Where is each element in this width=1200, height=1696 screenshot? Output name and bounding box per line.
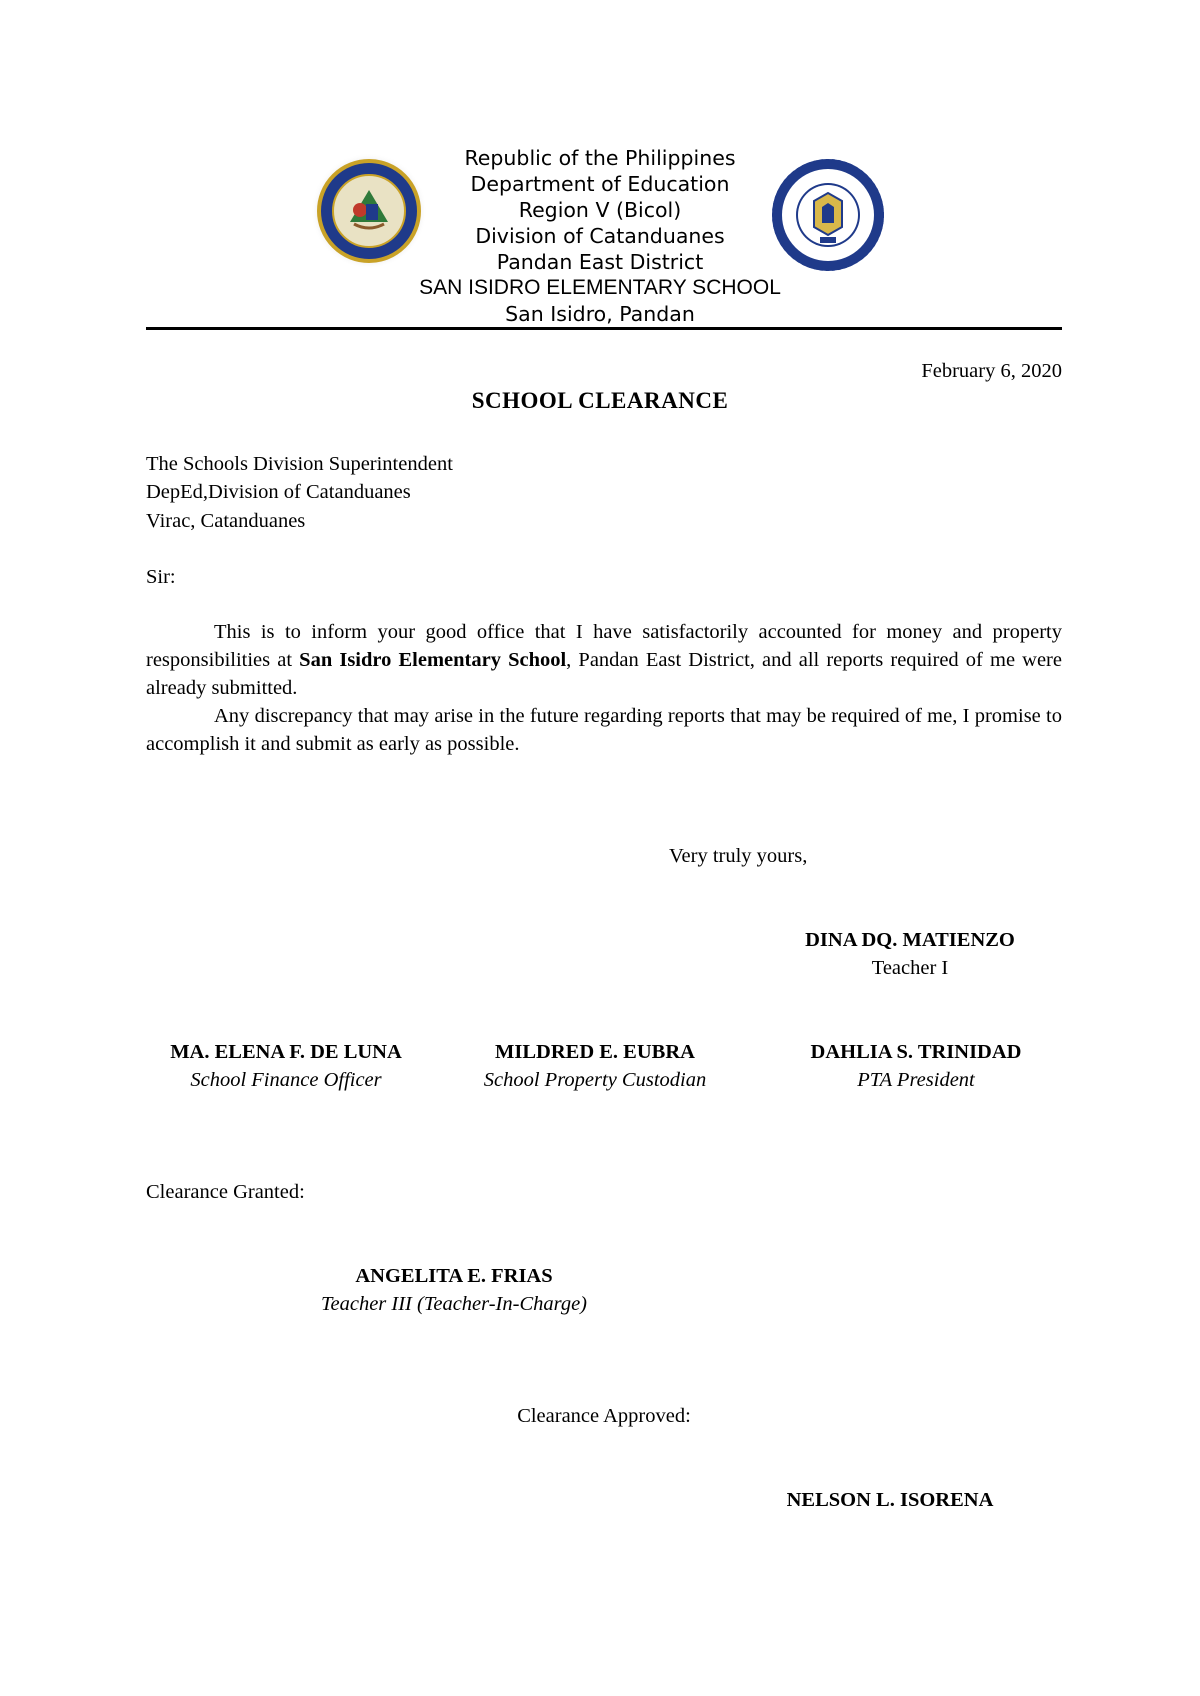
document-title: SCHOOL CLEARANCE [471, 388, 729, 413]
addressee-line-3: Virac, Catanduanes [146, 510, 306, 532]
header-republic: Republic of the Philippines [464, 146, 736, 170]
witness-2-name: MILDRED E. EUBRA [495, 1041, 695, 1063]
closing: Very truly yours, [669, 845, 808, 867]
signer-name: DINA DQ. MATIENZO [805, 929, 1015, 951]
approved-name: NELSON L. ISORENA [786, 1489, 994, 1511]
body-p1-text: This is to inform your good office that I have satisfactorily accounted for money and property responsibilities at [146, 621, 1062, 671]
witness-3-name: DAHLIA S. TRINIDAD [810, 1041, 1022, 1063]
witness-3-title: PTA President [857, 1069, 975, 1091]
addressee-line-2: DepEd,Division of Catanduanes [146, 481, 411, 503]
body-paragraph-2 [146, 702, 1062, 758]
granted-title: Teacher III (Teacher-In-Charge) [320, 1293, 588, 1315]
body-p1-text-end: , Pandan East District, and all reports required of me were already submitted. [146, 649, 1062, 699]
letter-date: February 6, 2020 [921, 360, 1062, 382]
body-p2-text: Any discrepancy that may arise in the future regarding reports that may be required of me, I promise to accomplish it and submit as early as possible. [146, 705, 1062, 755]
clearance-granted-label: Clearance Granted: [146, 1181, 305, 1203]
header-division: Division of Catanduanes [475, 224, 725, 248]
header-school-address: San Isidro, Pandan [505, 302, 695, 326]
witness-1-title: School Finance Officer [190, 1069, 382, 1091]
header-divider [146, 327, 1062, 330]
addressee-line-1: The Schools Division Superintendent [146, 453, 453, 475]
clearance-approved-label: Clearance Approved: [517, 1405, 691, 1427]
header-region: Region V (Bicol) [518, 198, 682, 222]
signer-title: Teacher I [871, 957, 949, 979]
body-paragraph-1 [146, 618, 1062, 702]
body-school-name: San Isidro Elementary School [299, 649, 567, 671]
witness-1-name: MA. ELENA F. DE LUNA [170, 1041, 402, 1063]
header-school-name: SAN ISIDRO ELEMENTARY SCHOOL [419, 276, 781, 299]
header-department: Department of Education [470, 172, 730, 196]
granted-name: ANGELITA E. FRIAS [355, 1265, 553, 1287]
header-district: Pandan East District [496, 250, 704, 274]
witness-2-title: School Property Custodian [483, 1069, 707, 1091]
salutation: Sir: [146, 566, 176, 588]
